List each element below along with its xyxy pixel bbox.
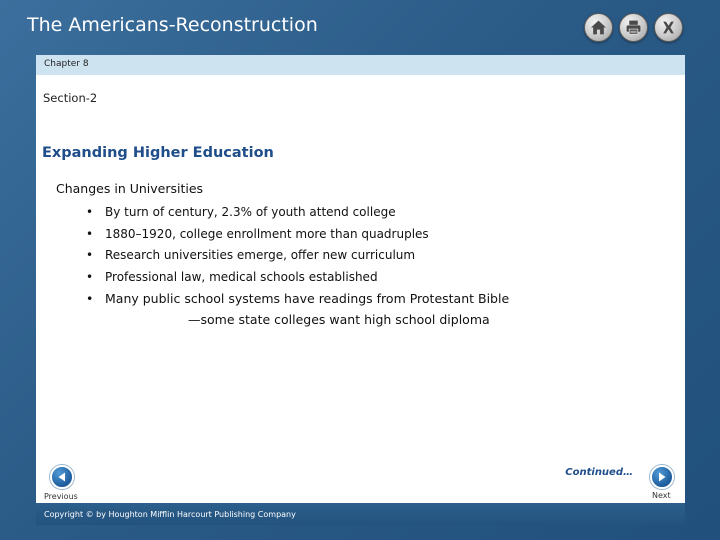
subheading: Changes in Universities — [56, 181, 204, 196]
print-button[interactable] — [619, 13, 648, 42]
next-label[interactable]: Next — [652, 491, 671, 500]
bullet-item: • Many public school systems have readings from Protestant Bible — [86, 288, 646, 310]
window-title: The Americans-Reconstruction — [27, 14, 318, 36]
top-toolbar — [584, 13, 683, 42]
arrow-left-icon — [56, 471, 68, 483]
bullet-item: • Professional law, medical schools established — [86, 267, 646, 289]
home-button[interactable] — [584, 13, 613, 42]
bullet-item: • 1880–1920, college enrollment more than quadruples — [86, 224, 646, 246]
bullet-item: • Research universities emerge, offer new curriculum — [86, 245, 646, 267]
chapter-label: Chapter 8 — [44, 59, 89, 69]
chapter-bar — [36, 55, 685, 75]
print-icon — [625, 19, 642, 36]
slide-content — [36, 75, 685, 503]
continued-label: Continued… — [565, 467, 633, 478]
copyright-text: Copyright © by Houghton Mifflin Harcourt Publishing Company — [44, 510, 296, 519]
bullet-list — [86, 202, 646, 310]
previous-button[interactable] — [50, 465, 74, 489]
home-icon — [590, 19, 607, 36]
close-button[interactable] — [654, 13, 683, 42]
next-button[interactable] — [650, 465, 674, 489]
section-label: Section-2 — [43, 91, 98, 105]
bullet-item: • By turn of century, 2.3% of youth attend college — [86, 202, 646, 224]
bullet-continuation: —some state colleges want high school diploma — [188, 312, 490, 327]
arrow-right-icon — [656, 471, 668, 483]
close-icon — [660, 19, 677, 36]
previous-label[interactable]: Previous — [44, 492, 78, 501]
footer-bar — [36, 503, 685, 525]
slide-title: Expanding Higher Education — [42, 145, 274, 161]
